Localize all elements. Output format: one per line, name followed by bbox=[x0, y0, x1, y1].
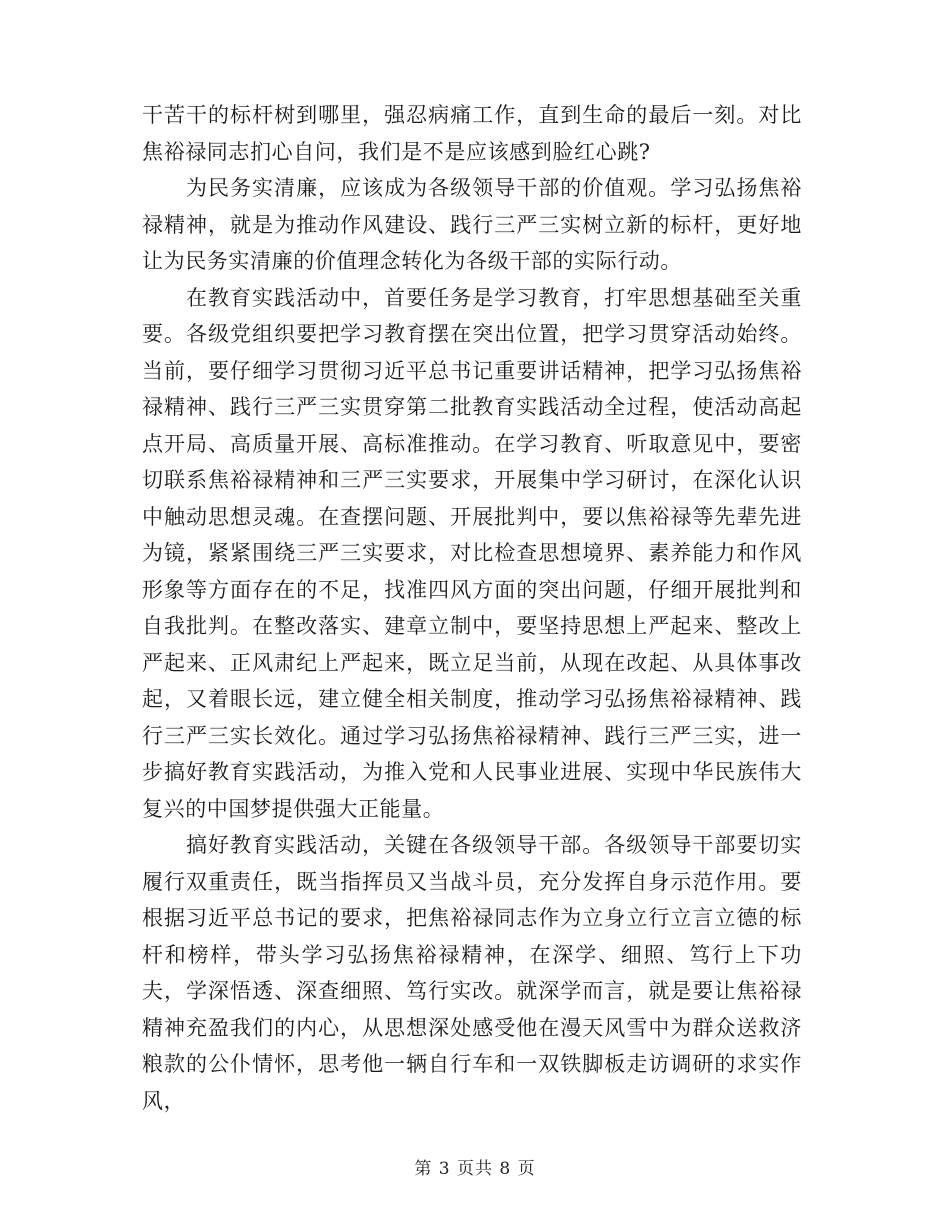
paragraph-4: 搞好教育实践活动，关键在各级领导干部。各级领导干部要切实履行双重责任，既当指挥员又当战斗员，充分发挥自身示范作用。要根据习近平总书记的要求，把焦裕禄同志作为立身立行立言立德的标杆和榜样，带头学习弘扬焦裕禄精神，在深学、细照、笃行上下功夫，学深悟透、深查细照、笃行实改。就深学而言，就是要让焦裕禄精神充盈我们的内心，从思想深处感受他在漫天风雪中为群众送救济粮款的公仆情怀，思考他一辆自行车和一双铁脚板走访调研的求实作风， bbox=[142, 833, 802, 1113]
paragraph-3: 在教育实践活动中，首要任务是学习教育，打牢思想基础至关重要。各级党组织要把学习教育摆在突出位置，把学习贯穿活动始终。当前，要仔细学习贯彻习近平总书记重要讲话精神，把学习弘扬焦裕禄精神、践行三严三实贯穿第二批教育实践活动全过程，使活动高起点开局、高质量开展、高标准推动。在学习教育、听取意见中，要密切联系焦裕禄精神和三严三实要求，开展集中学习研讨，在深化认识中触动思想灵魂。在查摆问题、开展批判中，要以焦裕禄等先辈先进为镜，紧紧围绕三严三实要求，对比检查思想境界、素养能力和作风形象等方面存在的不足，找准四风方面的突出问题，仔细开展批判和自我批判。在整改落实、建章立制中，要坚持思想上严起来、整改上严起来、正风肃纪上严起来，既立足当前，从现在改起、从具体事改起，又着眼长远，建立健全相关制度，推动学习弘扬焦裕禄精神、践行三严三实长效化。通过学习弘扬焦裕禄精神、践行三严三实，进一步搞好教育实践活动，为推入党和人民事业进展、实现中华民族伟大复兴的中国梦提供强大正能量。 bbox=[142, 285, 802, 821]
paragraph-1: 干苦干的标杆树到哪里，强忍病痛工作，直到生命的最后一刻。对比焦裕禄同志扪心自问，我们是不是应该感到脸红心跳? bbox=[142, 103, 802, 164]
page-footer: 第 3 页共 8 页 bbox=[414, 1159, 536, 1179]
document-body bbox=[142, 97, 802, 1119]
paragraph-2: 为民务实清廉，应该成为各级领导干部的价值观。学习弘扬焦裕禄精神，就是为推动作风建设、践行三严三实树立新的标杆，更好地让为民务实清廉的价值理念转化为各级干部的实际行动。 bbox=[142, 176, 802, 273]
